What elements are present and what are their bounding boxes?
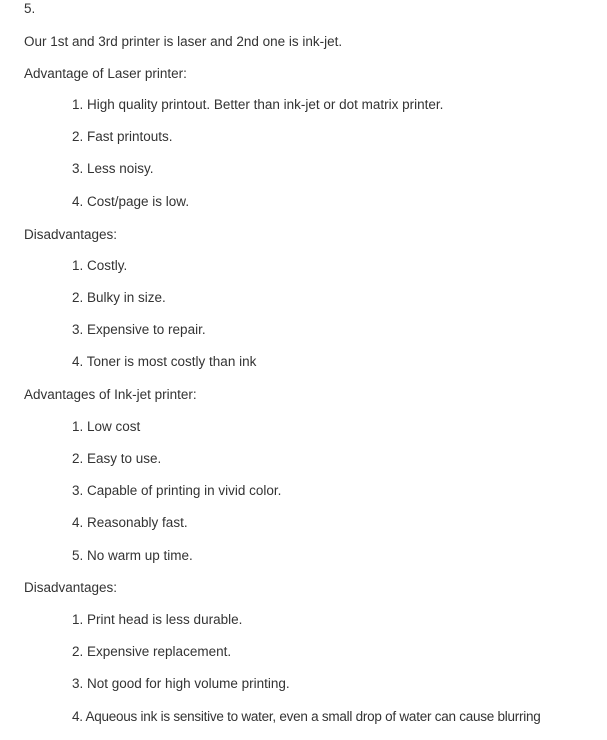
inkjet-advantage-item: 2. Easy to use.: [72, 451, 162, 466]
inkjet-disadvantage-item: 3. Not good for high volume printing.: [72, 676, 290, 691]
inkjet-disadvantage-item: 2. Expensive replacement.: [72, 644, 232, 659]
laser-advantage-item: 1. High quality printout. Better than ink-jet or dot matrix printer.: [72, 97, 444, 112]
laser-advantage-item: 4. Cost/page is low.: [72, 194, 190, 209]
question-number: 5.: [24, 1, 36, 16]
inkjet-disadvantages-heading: Disadvantages:: [24, 580, 118, 595]
intro-text: Our 1st and 3rd printer is laser and 2nd one is ink-jet.: [24, 34, 343, 49]
laser-disadvantage-item: 1. Costly.: [72, 258, 128, 273]
laser-disadvantage-item: 2. Bulky in size.: [72, 290, 166, 305]
laser-advantage-item: 3. Less noisy.: [72, 161, 154, 176]
inkjet-advantage-item: 5. No warm up time.: [72, 548, 193, 563]
inkjet-disadvantage-item: 1. Print head is less durable.: [72, 612, 243, 627]
inkjet-advantage-item: 3. Capable of printing in vivid color.: [72, 483, 282, 498]
laser-disadvantages-heading: Disadvantages:: [24, 227, 118, 242]
inkjet-advantages-heading: Advantages of Ink-jet printer:: [24, 387, 197, 402]
inkjet-advantage-item: 4. Reasonably fast.: [72, 515, 188, 530]
laser-advantages-heading: Advantage of Laser printer:: [24, 66, 187, 81]
inkjet-disadvantage-item: 4. Aqueous ink is sensitive to water, even a small drop of water can cause blurring: [72, 709, 541, 724]
laser-disadvantage-item: 4. Toner is most costly than ink: [72, 354, 257, 369]
laser-disadvantage-item: 3. Expensive to repair.: [72, 322, 206, 337]
laser-advantage-item: 2. Fast printouts.: [72, 129, 173, 144]
inkjet-advantage-item: 1. Low cost: [72, 419, 141, 434]
